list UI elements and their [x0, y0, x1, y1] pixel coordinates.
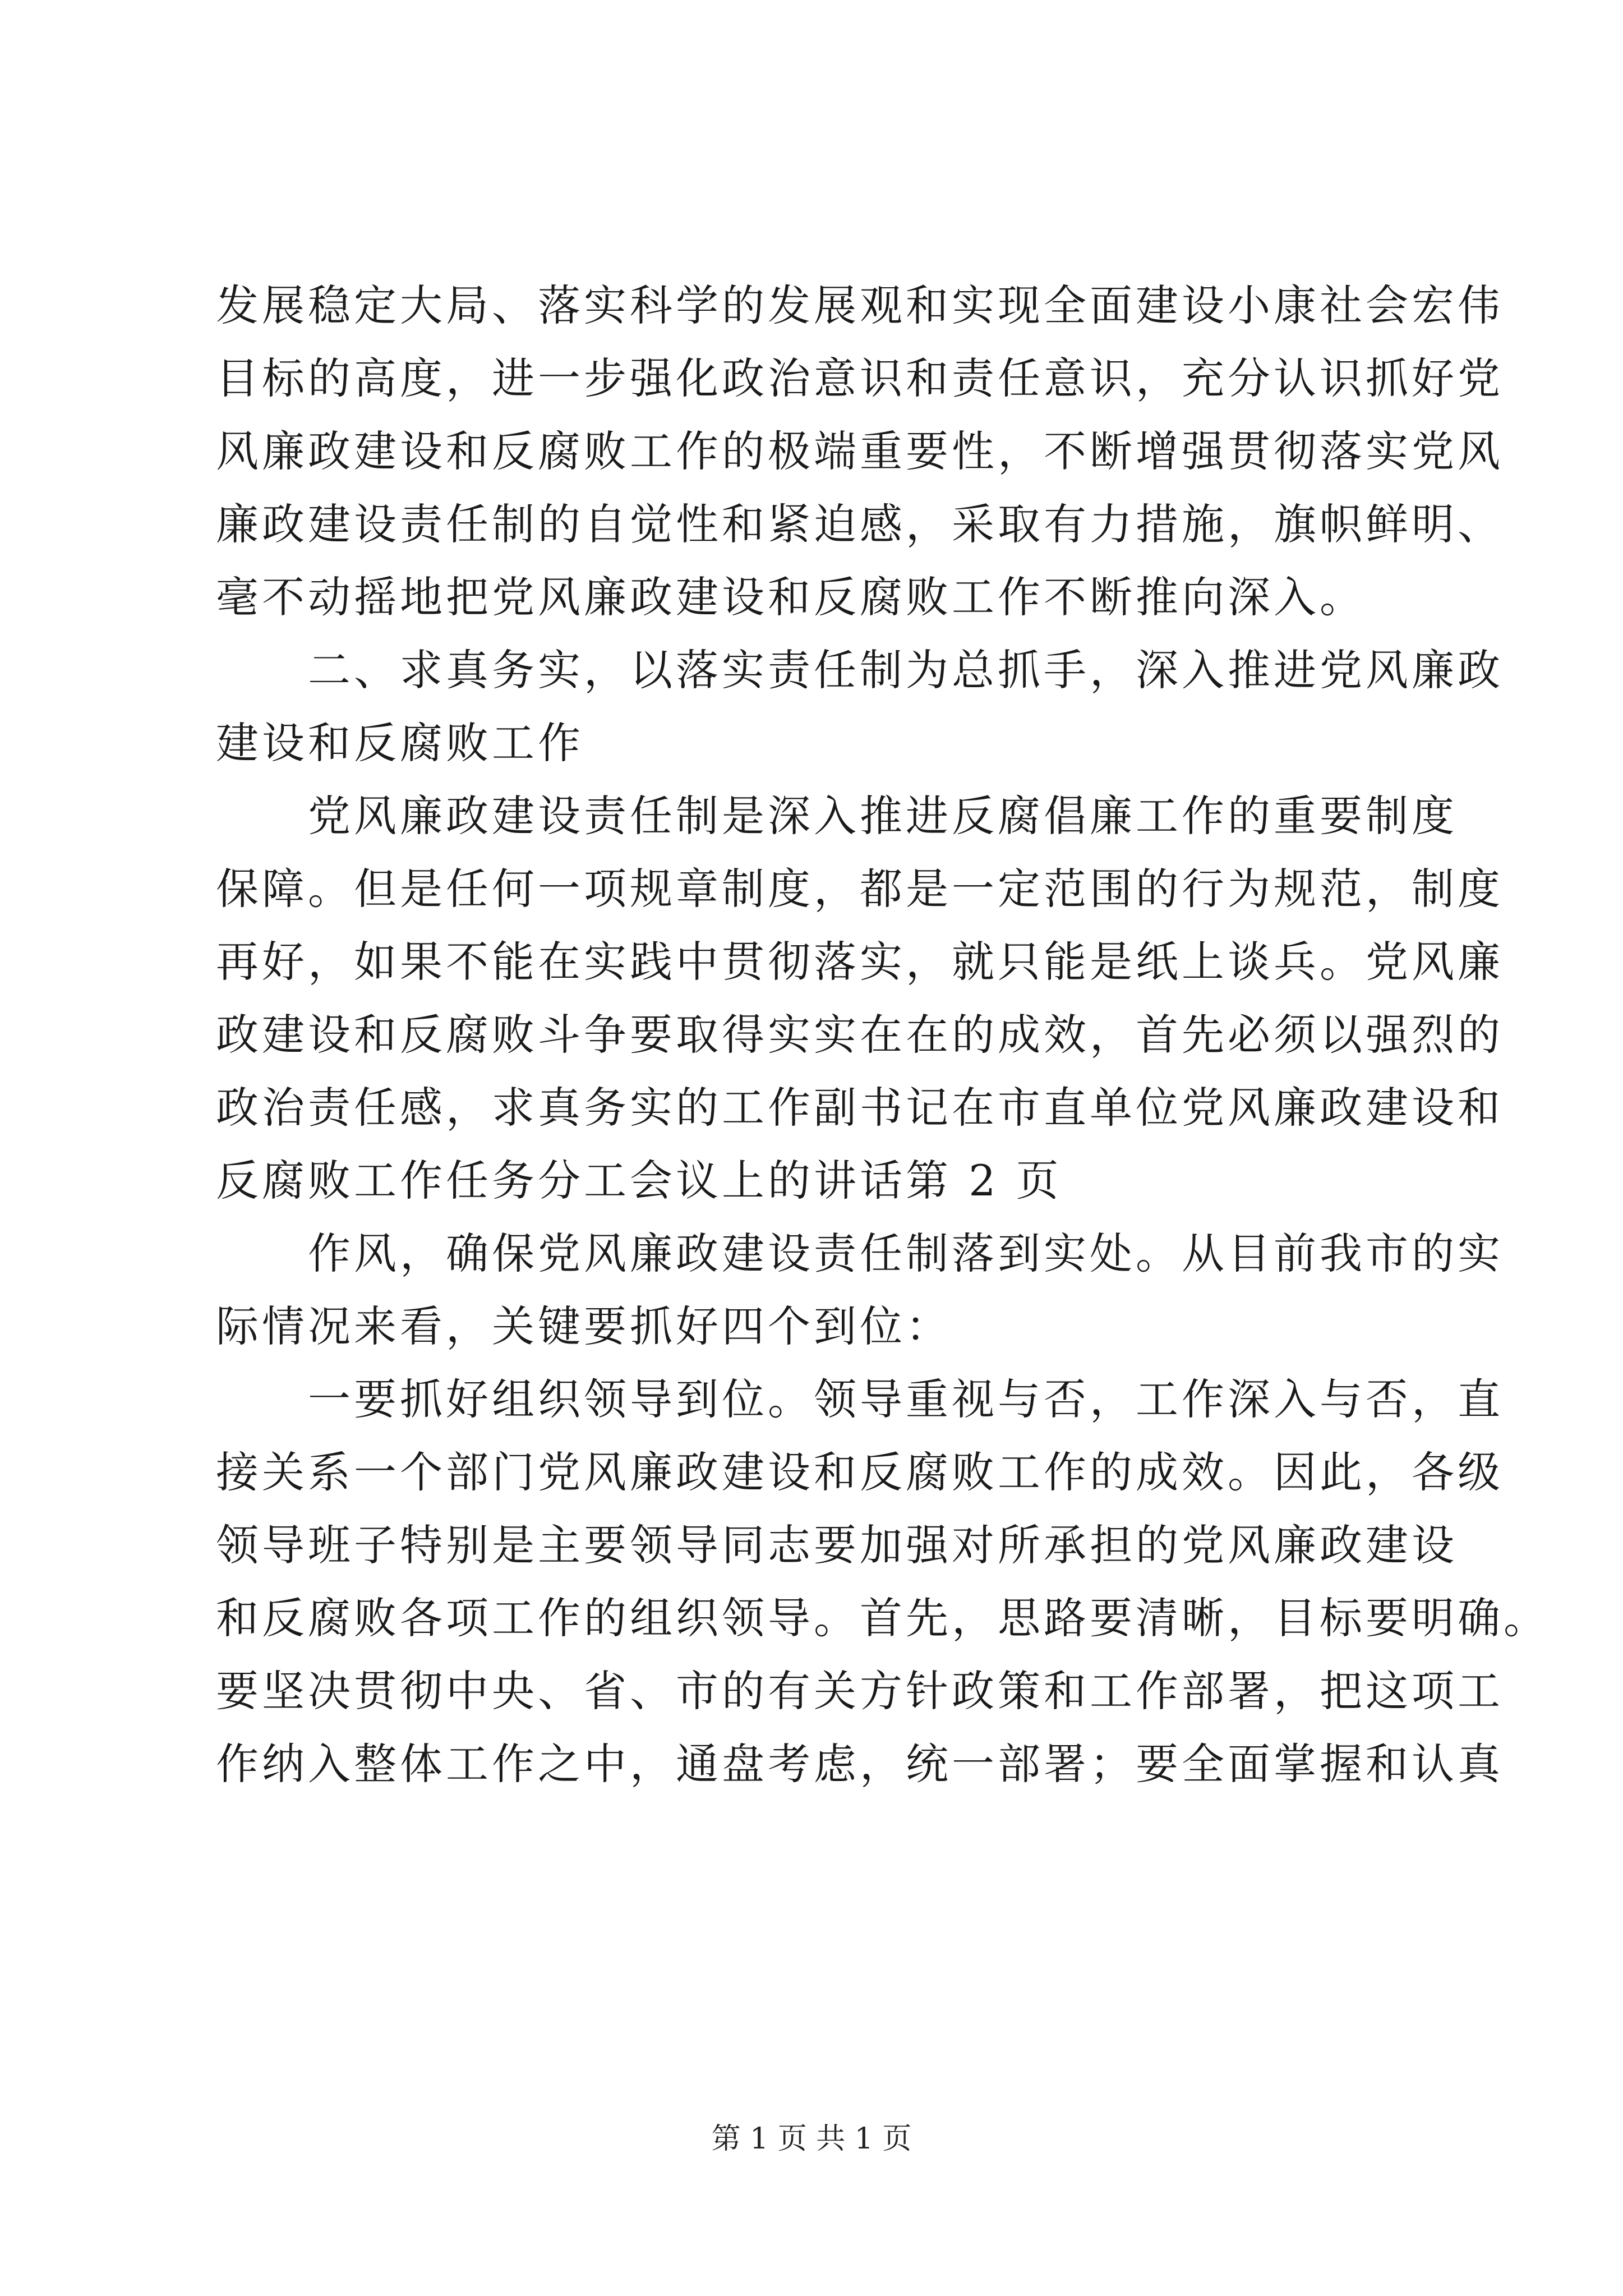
text-line: 作风，确保党风廉政建设责任制落到实处。从目前我市的实	[216, 1228, 1504, 1278]
text-line: 领导班子特别是主要领导同志要加强对所承担的党风廉政建设	[216, 1520, 1458, 1570]
document-body	[216, 269, 1550, 1801]
page-footer	[0, 2119, 1623, 2159]
text-line: 政治责任感，求真务实的工作副书记在市直单位党风廉政建设和	[216, 1083, 1504, 1133]
text-line: 建设和反腐败工作	[216, 718, 584, 768]
text-line: 保障。但是任何一项规章制度，都是一定范围的行为规范，制度	[216, 864, 1504, 914]
text-line: 毫不动摇地把党风廉政建设和反腐败工作不断推向深入。	[216, 572, 1366, 622]
text-line: 再好，如果不能在实践中贯彻落实，就只能是纸上谈兵。党风廉	[216, 937, 1504, 987]
text-line: 接关系一个部门党风廉政建设和反腐败工作的成效。因此，各级	[216, 1447, 1504, 1497]
text-line: 和反腐败各项工作的组织领导。首先，思路要清晰，目标要明确。	[216, 1593, 1550, 1643]
text-line: 二、求真务实，以落实责任制为总抓手，深入推进党风廉政	[216, 645, 1504, 695]
page-number-label: 第 1 页 共 1 页	[711, 2122, 912, 2156]
text-line: 目标的高度，进一步强化政治意识和责任意识，充分认识抓好党	[216, 353, 1504, 403]
text-line: 际情况来看，关键要抓好四个到位：	[216, 1301, 952, 1351]
text-line: 发展稳定大局、落实科学的发展观和实现全面建设小康社会宏伟	[216, 280, 1504, 330]
text-line: 反腐败工作任务分工会议上的讲话第 2 页	[216, 1156, 1062, 1205]
text-line: 作纳入整体工作之中，通盘考虑，统一部署；要全面掌握和认真	[216, 1739, 1504, 1789]
text-line: 风廉政建设和反腐败工作的极端重要性，不断增强贯彻落实党风	[216, 426, 1504, 476]
text-line: 党风廉政建设责任制是深入推进反腐倡廉工作的重要制度	[216, 791, 1458, 841]
text-line: 政建设和反腐败斗争要取得实实在在的成效，首先必须以强烈的	[216, 1010, 1504, 1060]
text-line: 要坚决贯彻中央、省、市的有关方针政策和工作部署，把这项工	[216, 1666, 1504, 1716]
text-line: 一要抓好组织领导到位。领导重视与否，工作深入与否，直	[216, 1374, 1504, 1424]
text-line: 廉政建设责任制的自觉性和紧迫感，采取有力措施，旗帜鲜明、	[216, 499, 1504, 549]
